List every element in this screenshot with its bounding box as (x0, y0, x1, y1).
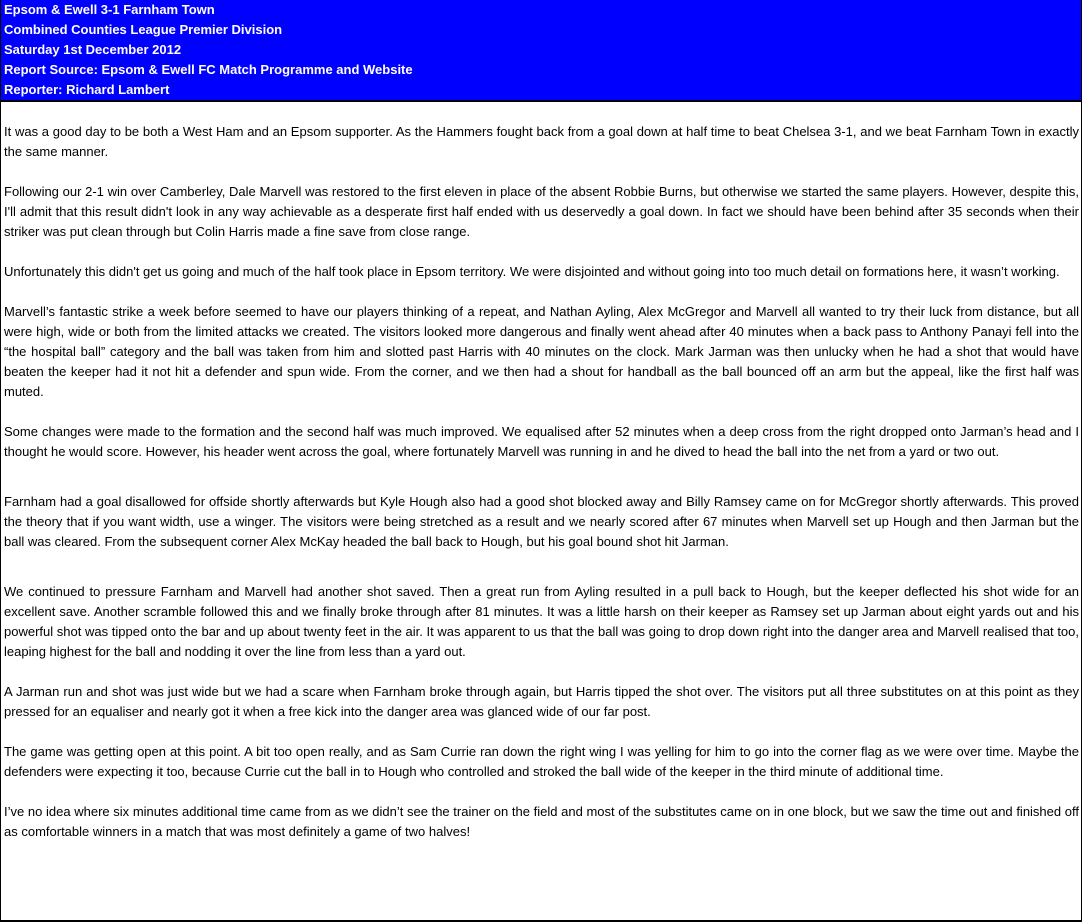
report-paragraph: A Jarman run and shot was just wide but we had a scare when Farnham broke through again, but Harris tipped the shot over. The visitors put all three substitutes on at this point as they pressed for an equaliser and nearly got it when a free kick into the danger area was glanced wide of our far post. (4, 684, 1079, 719)
match-title: Epsom & Ewell 3-1 Farnham Town (4, 2, 215, 17)
report-paragraph: Marvell’s fantastic strike a week before seemed to have our players thinking of a repeat, and Nathan Ayling, Alex McGregor and Marvell all wanted to try their luck from distance, but all were high, wide or both from the limited attacks we created. The visitors looked more dangerous and finally went ahead after 40 minutes when a back pass to Anthony Panayi fell into the “the hospital ball” category and the ball was taken from him and slotted past Harris with 40 minutes on the clock. Mark Jarman was then unlucky when he had a shot that would have beaten the keeper had it not hit a defender and spun wide. From the corner, and we then had a shout for handball as the ball bounced off an arm but the appeal, like the first half was muted. (4, 304, 1079, 399)
reporter: Reporter: Richard Lambert (4, 82, 170, 97)
report-paragraph: Some changes were made to the formation and the second half was much improved. We equalised after 52 minutes when a deep cross from the right dropped onto Jarman’s head and I thought he would score. However, his header went across the goal, where fortunately Marvell was running in and he dived to head the ball into the net from a yard or two out. (4, 424, 1079, 459)
bottom-border (1, 920, 1081, 921)
report-header (1, 0, 1081, 102)
report-paragraph: We continued to pressure Farnham and Marvell had another shot saved. Then a great run from Ayling resulted in a pull back to Hough, but the keeper deflected his shot wide for an excellent save. Another scramble followed this and we finally broke through after 81 minutes. It was a little harsh on their keeper as Ramsey set up Jarman about eight yards out and his powerful shot was tipped onto the bar and up about twenty feet in the air. It was apparent to us that the ball was going to drop down right into the danger area and Marvell realised that too, leaping highest for the ball and nodding it over the line from less than a yard out. (4, 584, 1079, 659)
report-paragraph: Unfortunately this didn't get us going and much of the half took place in Epsom territory. We were disjointed and without going into too much detail on formations here, it wasn’t working. (4, 264, 1060, 279)
report-source: Report Source: Epsom & Ewell FC Match Programme and Website (4, 62, 413, 77)
report-paragraph: Following our 2-1 win over Camberley, Dale Marvell was restored to the first eleven in place of the absent Robbie Burns, but otherwise we started the same players. However, despite this, I'll admit that this result didn't look in any way achievable as a desperate first half ended with us deservedly a goal down. In fact we should have been behind after 35 seconds when their striker was put clean through but Colin Harris made a fine save from close range. (4, 184, 1079, 239)
match-date: Saturday 1st December 2012 (4, 42, 182, 57)
report-body (1, 102, 1081, 842)
competition: Combined Counties League Premier Division (4, 22, 283, 37)
report-paragraph: The game was getting open at this point. A bit too open really, and as Sam Currie ran down the right wing I was yelling for him to go into the corner flag as we were over time. Maybe the defenders were expecting it too, because Currie cut the ball in to Hough who controlled and stroked the ball wide of the keeper in the third minute of additional time. (4, 744, 1079, 779)
report-paragraph: I’ve no idea where six minutes additional time came from as we didn’t see the trainer on the field and most of the substitutes came on in one block, but we saw the time out and finished off as comfortable winners in a match that was most definitely a game of two halves! (4, 804, 1079, 839)
report-paragraph: It was a good day to be both a West Ham and an Epsom supporter. As the Hammers fought back from a goal down at half time to beat Chelsea 3-1, and we beat Farnham Town in exactly the same manner. (4, 124, 1079, 159)
report-paragraph: Farnham had a goal disallowed for offside shortly afterwards but Kyle Hough also had a good shot blocked away and Billy Ramsey came on for McGregor shortly afterwards. This proved the theory that if you want width, use a winger. The visitors were being stretched as a result and we nearly scored after 67 minutes when Marvell set up Hough and then Jarman but the ball was cleared. From the subsequent corner Alex McKay headed the ball back to Hough, but his goal bound shot hit Jarman. (4, 494, 1079, 549)
